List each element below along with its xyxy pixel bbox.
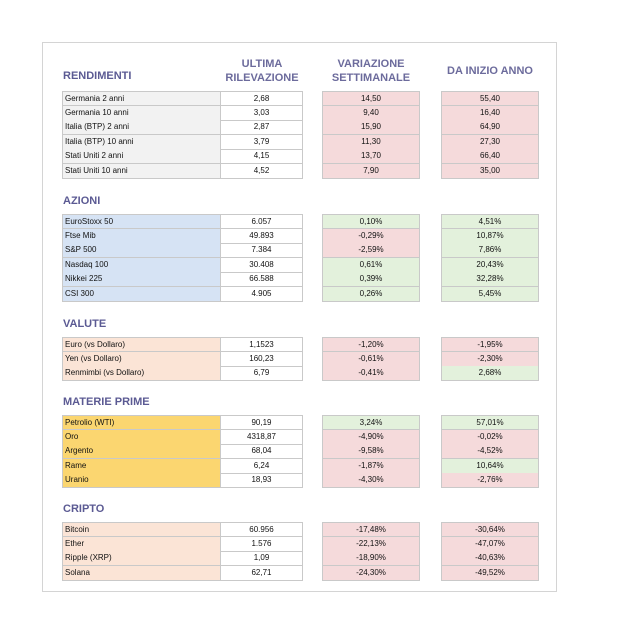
cell-wk: 0,26% bbox=[322, 287, 420, 302]
cell-val: 4.905 bbox=[221, 287, 303, 302]
cell-val: 60.956 bbox=[221, 522, 303, 537]
section-title-1: AZIONI bbox=[63, 195, 101, 207]
cell-wk: -4,30% bbox=[322, 473, 420, 488]
cell-name: Ripple (XRP) bbox=[62, 551, 221, 566]
cell-ytd: -47,07% bbox=[441, 537, 539, 552]
header-da-inizio-anno: DA INIZIO ANNO bbox=[447, 65, 533, 77]
cell-val: 4,52 bbox=[221, 164, 303, 179]
cell-wk: 0,10% bbox=[322, 214, 420, 229]
cell-name: EuroStoxx 50 bbox=[62, 214, 221, 229]
cell-name: Solana bbox=[62, 566, 221, 581]
cell-wk: 7,90 bbox=[322, 164, 420, 179]
cell-val: 1.576 bbox=[221, 537, 303, 552]
cell-name: Ether bbox=[62, 537, 221, 552]
cell-wk: -9,58% bbox=[322, 444, 420, 459]
cell-name: Oro bbox=[62, 430, 221, 445]
cell-ytd: -1,95% bbox=[441, 337, 539, 352]
cell-val: 2,68 bbox=[221, 91, 303, 106]
cell-wk: 0,39% bbox=[322, 272, 420, 287]
cell-ytd: -2,76% bbox=[441, 473, 539, 488]
section-title-3: MATERIE PRIME bbox=[63, 396, 150, 408]
cell-name: Nasdaq 100 bbox=[62, 258, 221, 273]
cell-ytd: -2,30% bbox=[441, 352, 539, 367]
cell-wk: -24,30% bbox=[322, 566, 420, 581]
cell-wk: 13,70 bbox=[322, 149, 420, 164]
cell-name: Uranio bbox=[62, 473, 221, 488]
header-ultima-rilevazione: ULTIMA RILEVAZIONE bbox=[225, 58, 299, 84]
cell-ytd: 5,45% bbox=[441, 287, 539, 302]
cell-name: Euro (vs Dollaro) bbox=[62, 337, 221, 352]
cell-wk: 0,61% bbox=[322, 258, 420, 273]
cell-ytd: 27,30 bbox=[441, 135, 539, 150]
cell-wk: -0,41% bbox=[322, 366, 420, 381]
cell-wk: -22,13% bbox=[322, 537, 420, 552]
cell-wk: -0,29% bbox=[322, 229, 420, 244]
cell-ytd: 2,68% bbox=[441, 366, 539, 381]
cell-ytd: 35,00 bbox=[441, 164, 539, 179]
cell-val: 62,71 bbox=[221, 566, 303, 581]
cell-ytd: -0,02% bbox=[441, 430, 539, 445]
cell-wk: -18,90% bbox=[322, 551, 420, 566]
cell-val: 3,03 bbox=[221, 106, 303, 121]
cell-ytd: 16,40 bbox=[441, 106, 539, 121]
cell-val: 1,1523 bbox=[221, 337, 303, 352]
header-variazione-settimanale: VARIAZIONE SETTIMANALE bbox=[331, 58, 411, 84]
cell-name: Bitcoin bbox=[62, 522, 221, 537]
cell-name: Germania 10 anni bbox=[62, 106, 221, 121]
cell-name: Italia (BTP) 10 anni bbox=[62, 135, 221, 150]
cell-ytd: 66,40 bbox=[441, 149, 539, 164]
section-title-0: RENDIMENTI bbox=[63, 70, 132, 82]
cell-wk: 14,50 bbox=[322, 91, 420, 106]
cell-val: 6.057 bbox=[221, 214, 303, 229]
cell-wk: 9,40 bbox=[322, 106, 420, 121]
cell-name: Ftse Mib bbox=[62, 229, 221, 244]
cell-val: 90,19 bbox=[221, 415, 303, 430]
cell-ytd: -4,52% bbox=[441, 444, 539, 459]
cell-name: Italia (BTP) 2 anni bbox=[62, 120, 221, 135]
cell-name: Argento bbox=[62, 444, 221, 459]
cell-val: 18,93 bbox=[221, 473, 303, 488]
cell-name: Stati Uniti 10 anni bbox=[62, 164, 221, 179]
cell-wk: -2,59% bbox=[322, 243, 420, 258]
cell-val: 2,87 bbox=[221, 120, 303, 135]
cell-val: 6,24 bbox=[221, 459, 303, 474]
cell-ytd: 7,86% bbox=[441, 243, 539, 258]
cell-ytd: 10,87% bbox=[441, 229, 539, 244]
cell-ytd: -40,63% bbox=[441, 551, 539, 566]
cell-name: Petrolio (WTI) bbox=[62, 415, 221, 430]
section-title-2: VALUTE bbox=[63, 318, 107, 330]
cell-name: CSI 300 bbox=[62, 287, 221, 302]
cell-name: Nikkei 225 bbox=[62, 272, 221, 287]
cell-val: 160,23 bbox=[221, 352, 303, 367]
cell-wk: -1,87% bbox=[322, 459, 420, 474]
cell-ytd: 20,43% bbox=[441, 258, 539, 273]
cell-val: 7.384 bbox=[221, 243, 303, 258]
cell-wk: 11,30 bbox=[322, 135, 420, 150]
cell-val: 66.588 bbox=[221, 272, 303, 287]
cell-val: 68,04 bbox=[221, 444, 303, 459]
cell-wk: -17,48% bbox=[322, 522, 420, 537]
cell-wk: -0,61% bbox=[322, 352, 420, 367]
cell-val: 1,09 bbox=[221, 551, 303, 566]
cell-name: Renmimbi (vs Dollaro) bbox=[62, 366, 221, 381]
cell-val: 4,15 bbox=[221, 149, 303, 164]
cell-wk: 3,24% bbox=[322, 415, 420, 430]
cell-ytd: 4,51% bbox=[441, 214, 539, 229]
cell-wk: 15,90 bbox=[322, 120, 420, 135]
cell-ytd: 64,90 bbox=[441, 120, 539, 135]
cell-wk: -1,20% bbox=[322, 337, 420, 352]
cell-val: 4318,87 bbox=[221, 430, 303, 445]
cell-val: 3,79 bbox=[221, 135, 303, 150]
section-title-4: CRIPTO bbox=[63, 503, 105, 515]
cell-ytd: 32,28% bbox=[441, 272, 539, 287]
cell-ytd: 57,01% bbox=[441, 415, 539, 430]
cell-val: 49.893 bbox=[221, 229, 303, 244]
cell-ytd: 55,40 bbox=[441, 91, 539, 106]
cell-val: 6,79 bbox=[221, 366, 303, 381]
cell-wk: -4,90% bbox=[322, 430, 420, 445]
cell-name: Yen (vs Dollaro) bbox=[62, 352, 221, 367]
cell-ytd: 10,64% bbox=[441, 459, 539, 474]
cell-name: Rame bbox=[62, 459, 221, 474]
cell-val: 30.408 bbox=[221, 258, 303, 273]
cell-name: Germania 2 anni bbox=[62, 91, 221, 106]
cell-name: Stati Uniti 2 anni bbox=[62, 149, 221, 164]
cell-ytd: -49,52% bbox=[441, 566, 539, 581]
cell-name: S&P 500 bbox=[62, 243, 221, 258]
cell-ytd: -30,64% bbox=[441, 522, 539, 537]
